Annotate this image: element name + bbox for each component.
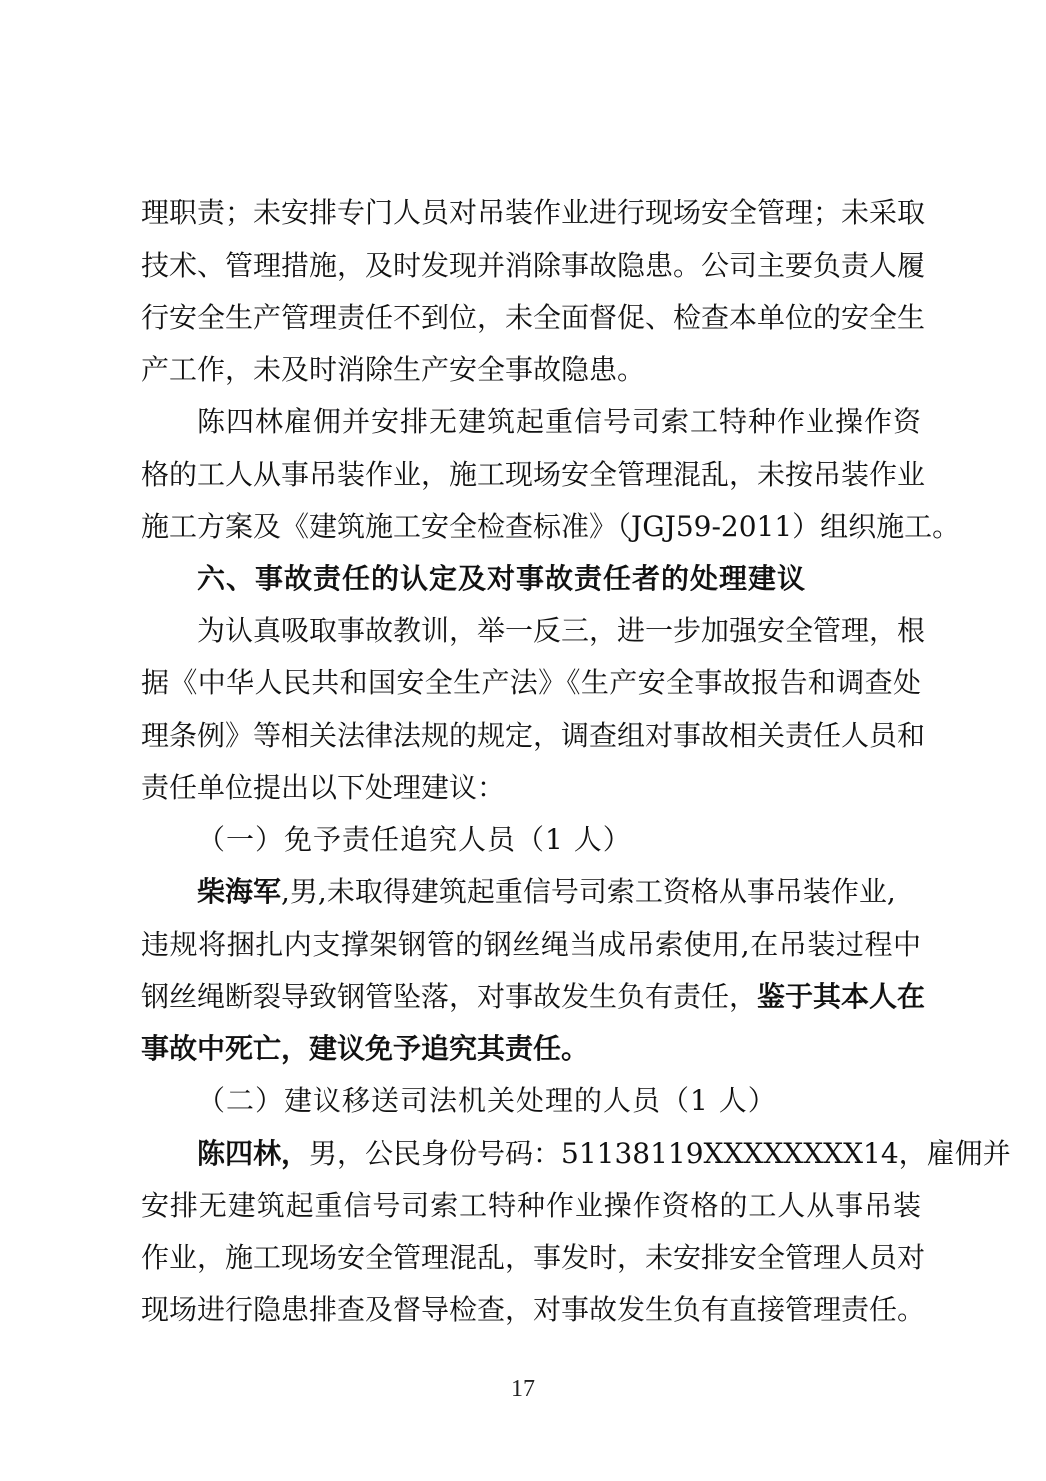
subsection-heading: （二）建议移送司法机关处理的人员（1 人） [197,1084,777,1117]
paragraph-line: 责任单位提出以下处理建议： [141,771,506,804]
paragraph-line: 产工作，未及时消除生产安全事故隐患。 [141,353,646,386]
paragraph-line [141,977,926,1017]
person-name: 柴海军 [197,875,282,908]
paragraph-line: 现场进行隐患排查及督导检查，对事故发生负有直接管理责任。 [141,1293,926,1326]
paragraph-line: 施工方案及《建筑施工安全检查标准》（JGJ59-2011）组织施工。 [141,510,961,543]
paragraph-line: 理职责；未安排专门人员对吊装作业进行现场安全管理；未采取 [141,196,926,229]
section-heading: 六、事故责任的认定及对事故责任者的处理建议 [197,562,807,595]
paragraph-line [197,872,921,912]
person-name: 陈四林， [197,1137,310,1170]
paragraph-line: 安排无建筑起重信号司索工特种作业操作资格的工人从事吊装 [141,1189,921,1222]
page-number: 17 [511,1376,535,1402]
paragraph-line: 技术、管理措施，及时发现并消除事故隐患。公司主要负责人履 [141,249,926,282]
paragraph-text: 钢丝绳断裂导致钢管坠落，对事故发生负有责任， [141,980,758,1013]
paragraph-line: 据《中华人民共和国安全生产法》《生产安全事故报告和调查处 [141,666,921,699]
paragraph-text: 男，公民身份号码：51138119XXXXXXXX14，雇佣并 [309,1137,1011,1170]
paragraph-line: 为认真吸取事故教训，举一反三，进一步加强安全管理，根 [197,614,926,647]
paragraph-line: 格的工人从事吊装作业，施工现场安全管理混乱，未按吊装作业 [141,458,926,491]
subsection-heading: （一）免予责任追究人员（1 人） [197,823,632,856]
paragraph-line: 行安全生产管理责任不到位，未全面督促、检查本单位的安全生 [141,301,926,334]
bold-text: 鉴于其本人在 [757,980,926,1013]
paragraph-line: 理条例》等相关法律法规的规定，调查组对事故相关责任人员和 [141,719,926,752]
paragraph-text: ,男,未取得建筑起重信号司索工资格从事吊装作业, [281,875,896,908]
paragraph-line: 陈四林雇佣并安排无建筑起重信号司索工特种作业操作资 [197,405,921,438]
paragraph-line: 作业，施工现场安全管理混乱，事发时，未安排安全管理人员对 [141,1241,926,1274]
paragraph-line: 事故中死亡，建议免予追究其责任。 [141,1032,590,1065]
paragraph-line [197,1134,1011,1174]
paragraph-line: 违规将捆扎内支撑架钢管的钢丝绳当成吊索使用,在吊装过程中 [141,928,921,961]
